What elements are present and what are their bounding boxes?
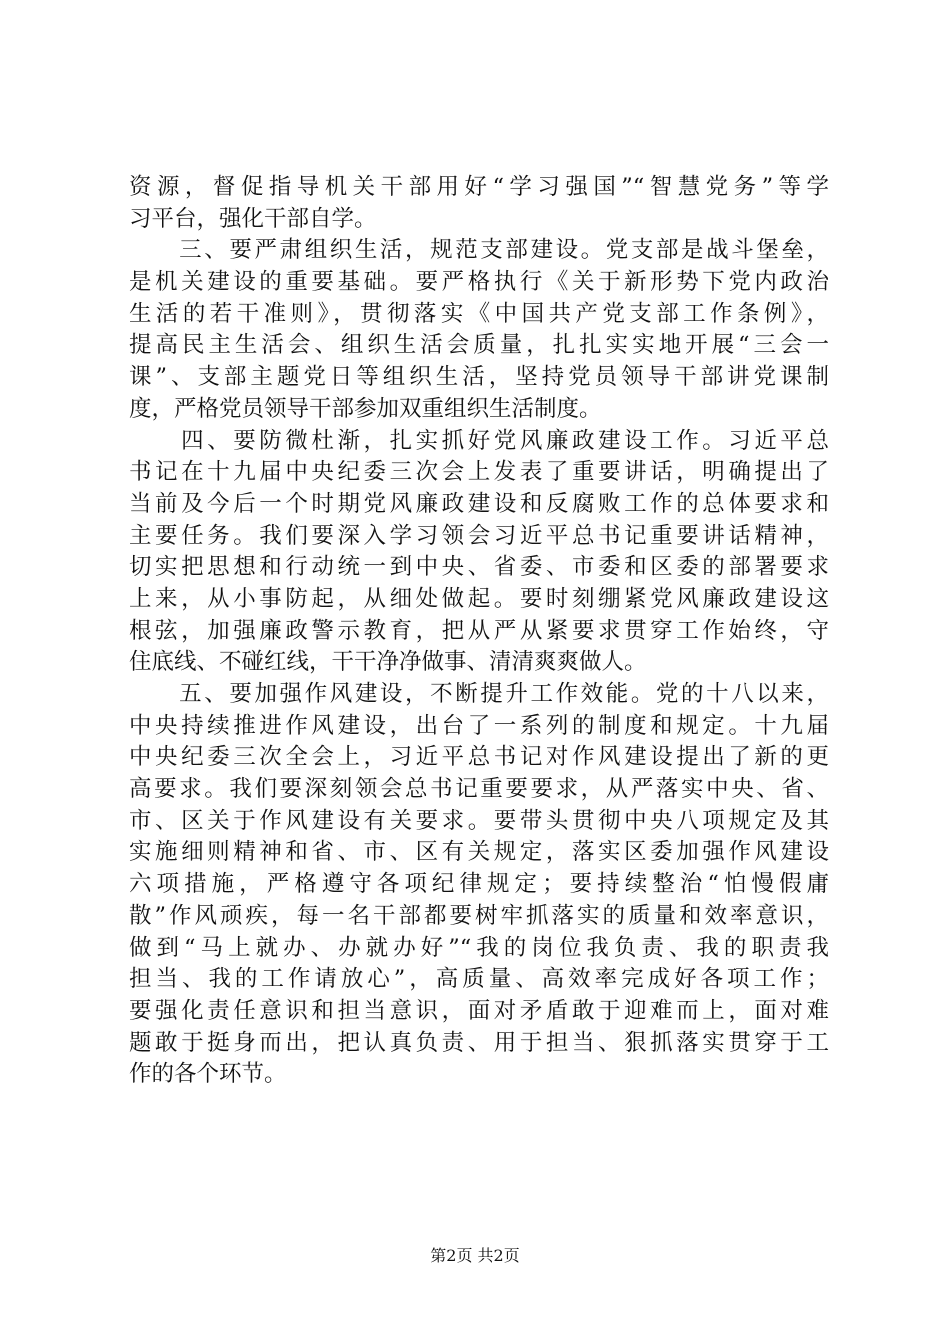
text-line: 当前及今后一个时期党风廉政建设和反腐败工作的总体要求和	[129, 490, 829, 517]
text-line: 六项措施，严格遵守各项纪律规定；要持续整治“怕慢假庸	[129, 871, 829, 898]
text-line: 中央纪委三次全会上，习近平总书记对作风建设提出了新的更	[129, 744, 829, 771]
text-line: 作的各个环节。	[129, 1061, 287, 1088]
text-line: 做到“马上就办、办就办好”“我的岗位我负责、我的职责我	[129, 934, 829, 961]
text-line: 三、要严肃组织生活，规范支部建设。党支部是战斗堡垒，	[129, 237, 829, 264]
text-line: 习平台，强化干部自学。	[129, 205, 377, 232]
text-line: 提高民主生活会、组织生活会质量，扎扎实实地开展“三会一	[129, 332, 829, 359]
document-body	[129, 172, 829, 1091]
page-footer	[0, 1243, 950, 1266]
text-line: 实施细则精神和省、市、区有关规定，落实区委加强作风建设	[129, 839, 829, 866]
text-line: 四、要防微杜渐，扎实抓好党风廉政建设工作。习近平总	[129, 427, 829, 454]
text-line: 散”作风顽疾，每一名干部都要树牢抓落实的质量和效率意识，	[129, 902, 829, 929]
text-line: 题敢于挺身而出，把认真负责、用于担当、狠抓落实贯穿于工	[129, 1029, 829, 1056]
text-line: 主要任务。我们要深入学习领会习近平总书记重要讲话精神，	[129, 522, 829, 549]
text-line: 生活的若干准则》，贯彻落实《中国共产党支部工作条例》，	[129, 300, 829, 327]
text-line: 住底线、不碰红线，干干净净做事、清清爽爽做人。	[129, 649, 647, 676]
text-line: 书记在十九届中央纪委三次会上发表了重要讲话，明确提出了	[129, 459, 829, 486]
page-number: 第2页 共2页	[430, 1246, 520, 1265]
text-line: 五、要加强作风建设，不断提升工作效能。党的十八以来，	[129, 681, 829, 707]
text-line: 资源，督促指导机关干部用好“学习强国”“智慧党务”等学	[129, 174, 829, 200]
text-line: 担当、我的工作请放心”，高质量、高效率完成好各项工作；	[129, 966, 829, 993]
text-line: 切实把思想和行动统一到中央、省委、市委和区委的部署要求	[129, 554, 829, 581]
text-line: 根弦，加强廉政警示教育，把从严从紧要求贯穿工作始终，守	[129, 617, 829, 644]
text-line: 课”、支部主题党日等组织生活，坚持党员领导干部讲党课制	[129, 364, 829, 391]
text-line: 高要求。我们要深刻领会总书记重要要求，从严落实中央、省、	[129, 776, 829, 803]
text-line: 中央持续推进作风建设，出台了一系列的制度和规定。十九届	[129, 712, 829, 739]
text-line: 度，严格党员领导干部参加双重组织生活制度。	[129, 395, 602, 422]
text-line: 是机关建设的重要基础。要严格执行《关于新形势下党内政治	[129, 269, 829, 296]
text-line: 上来，从小事防起，从细处做起。要时刻绷紧党风廉政建设这	[129, 585, 829, 612]
text-line: 要强化责任意识和担当意识，面对矛盾敢于迎难而上，面对难	[129, 997, 829, 1024]
text-line: 市、区关于作风建设有关要求。要带头贯彻中央八项规定及其	[129, 807, 829, 834]
